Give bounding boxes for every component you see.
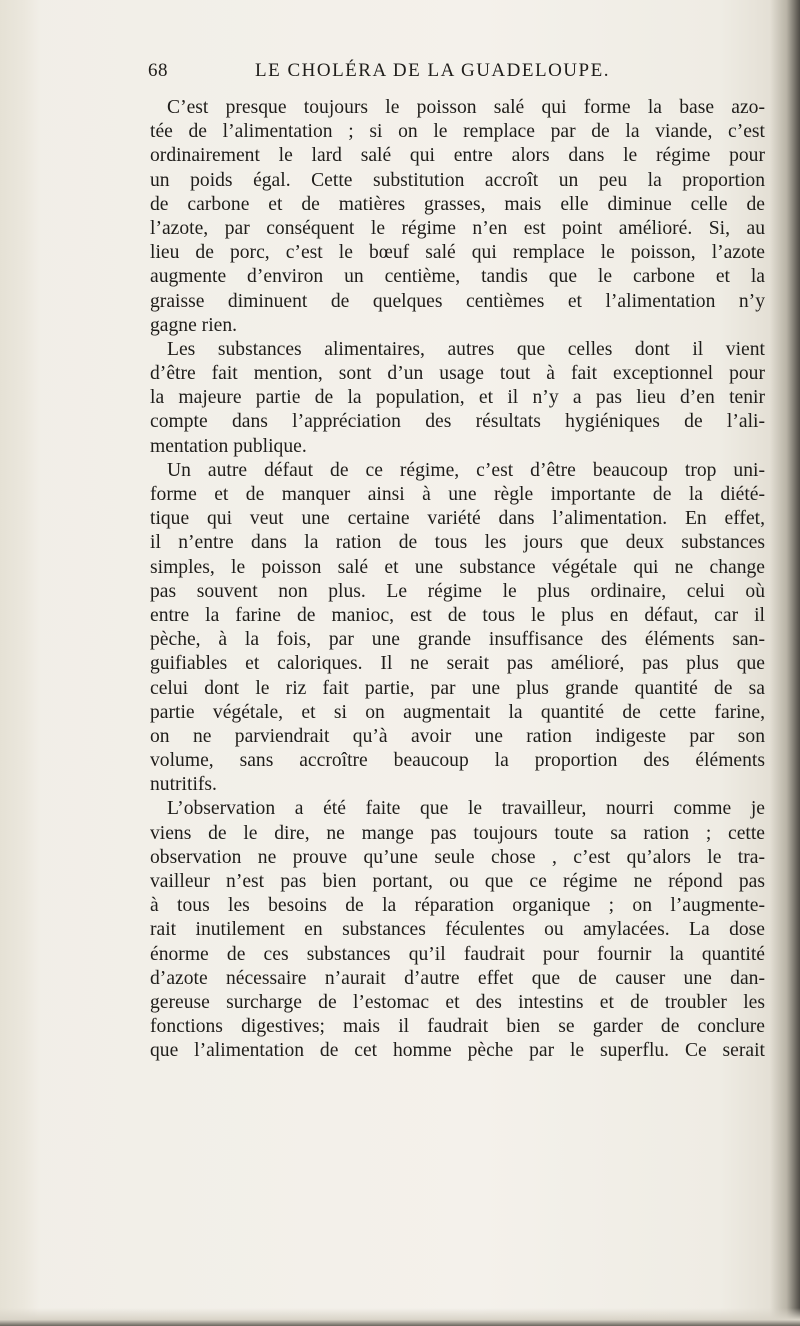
- text-line: mentation publique.: [150, 435, 307, 457]
- text-line: entre la farine de manioc, est de tous le plus en défaut, car il: [150, 604, 765, 626]
- text-line: énorme de ces substances qu’il faudrait pour fournir la quantité: [150, 943, 765, 965]
- text-line: augmente d’environ un centième, tandis que le carbone et la: [150, 266, 765, 288]
- text-line: fonctions digestives; mais il faudrait bien se garder de conclure: [150, 1016, 765, 1038]
- text-line: graisse diminuent de quelques centièmes et l’alimentation n’y: [150, 290, 765, 312]
- text-line: Un autre défaut de ce régime, c’est d’être beaucoup trop uni-: [167, 459, 765, 481]
- text-line: de carbone et de matières grasses, mais elle diminue celle de: [150, 193, 765, 215]
- page-edge-right: [770, 0, 800, 1326]
- text-line: vailleur n’est pas bien portant, ou que ce régime ne répond pas: [150, 871, 765, 892]
- text-line: Les substances alimentaires, autres que celles dont il vient: [167, 338, 765, 360]
- running-title: LE CHOLÉRA DE LA GUADELOUPE.: [255, 60, 610, 81]
- text-line: tée de l’alimentation ; si on le remplace par de la viande, c’est: [150, 121, 765, 143]
- text-line: partie végétale, et si on augmentait la quantité de cette farine,: [150, 701, 765, 723]
- text-line: rait inutilement en substances féculentes ou amylacées. La dose: [150, 919, 765, 941]
- text-line: pèche, à la fois, par une grande insuffisance des éléments san-: [150, 629, 765, 651]
- text-line: observation ne prouve qu’une seule chose , c’est qu’alors le tra-: [150, 846, 765, 868]
- text-line: lieu de porc, c’est le bœuf salé qui remplace le poisson, l’azote: [150, 242, 765, 264]
- gutter-shadow: [0, 0, 40, 1326]
- text-line: un poids égal. Cette substitution accroît un peu la proportion: [150, 169, 765, 191]
- text-line: L’observation a été faite que le travailleur, nourri comme je: [167, 798, 765, 820]
- page-edge-bottom: [0, 1308, 800, 1326]
- body-text: [150, 96, 765, 1064]
- page-header: [148, 60, 768, 90]
- text-line: nutritifs.: [150, 774, 217, 796]
- text-line: celui dont le riz fait partie, par une plus grande quantité de sa: [150, 677, 765, 699]
- text-line: que l’alimentation de cet homme pèche par le superflu. Ce serait: [150, 1040, 765, 1062]
- text-line: à tous les besoins de la réparation organique ; on l’augmente-: [150, 895, 765, 917]
- text-line: viens de le dire, ne mange pas toujours toute sa ration ; cette: [150, 822, 765, 844]
- text-line: d’être fait mention, sont d’un usage tout à fait exceptionnel pour: [150, 363, 765, 385]
- text-line: ordinairement le lard salé qui entre alors dans le régime pour: [150, 145, 765, 167]
- text-line: tique qui veut une certaine variété dans l’alimentation. En effet,: [150, 508, 765, 530]
- text-line: guifiables et caloriques. Il ne serait pas amélioré, pas plus que: [150, 653, 765, 675]
- text-line: simples, le poisson salé et une substance végétale qui ne change: [150, 556, 765, 578]
- text-line: d’azote nécessaire n’aurait d’autre effet que de causer une dan-: [150, 967, 765, 989]
- text-line: pas souvent non plus. Le régime le plus ordinaire, celui où: [150, 580, 765, 602]
- page-number: 68: [148, 60, 168, 81]
- text-line: volume, sans accroître beaucoup la proportion des éléments: [150, 750, 765, 772]
- text-line: l’azote, par conséquent le régime n’en est point amélioré. Si, au: [150, 217, 765, 239]
- text-line: il n’entre dans la ration de tous les jours que deux substances: [150, 532, 765, 554]
- text-line: la majeure partie de la population, et il n’y a pas lieu d’en tenir: [150, 387, 765, 409]
- text-line: on ne parviendrait qu’à avoir une ration indigeste par son: [150, 725, 765, 747]
- text-line: C’est presque toujours le poisson salé qui forme la base azo-: [167, 97, 765, 118]
- text-line: gereuse surcharge de l’estomac et des intestins et de troubler les: [150, 991, 765, 1013]
- text-line: compte dans l’appréciation des résultats hygiéniques de l’ali-: [150, 411, 765, 433]
- text-line: gagne rien.: [150, 314, 238, 336]
- text-line: forme et de manquer ainsi à une règle importante de la diété-: [150, 484, 765, 505]
